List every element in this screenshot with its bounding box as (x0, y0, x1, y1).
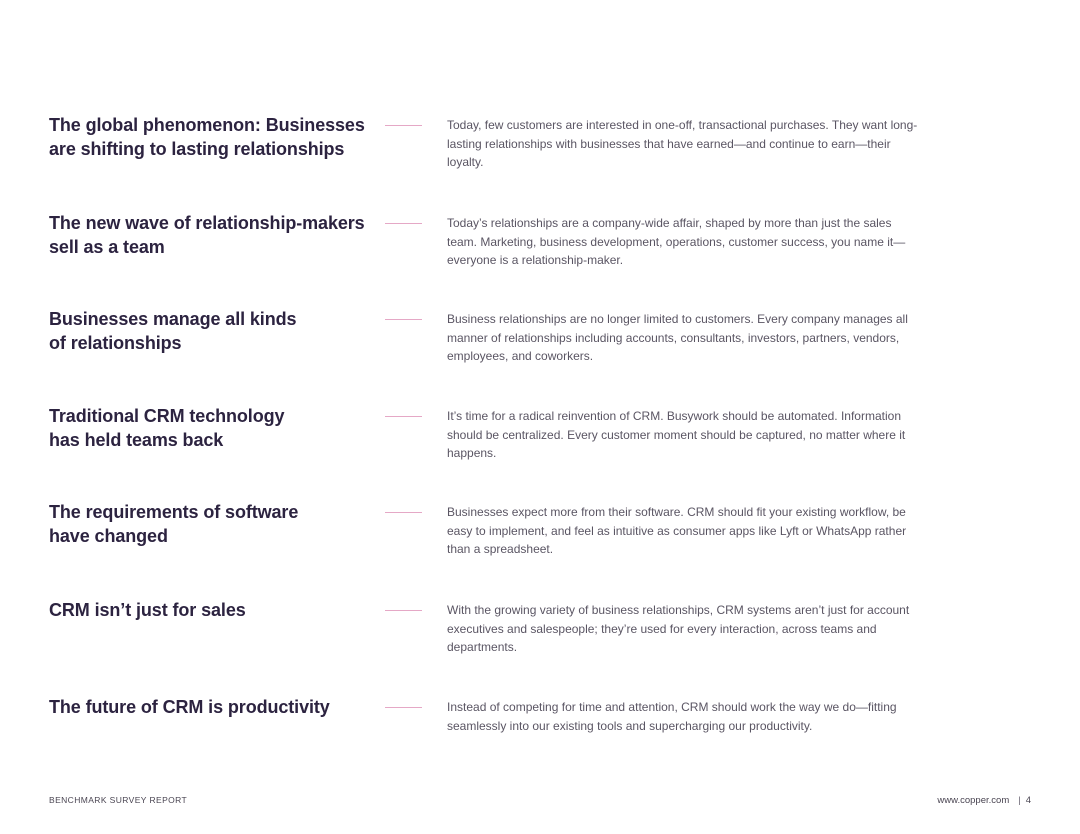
feature-heading (49, 308, 374, 355)
heading-line: The global phenomenon: Businesses (49, 115, 365, 135)
heading-line: CRM isn’t just for sales (49, 600, 246, 620)
heading-line: The new wave of relationship-makers (49, 213, 365, 233)
feature-heading (49, 405, 374, 452)
divider-rule (385, 223, 422, 224)
feature-description: Today’s relationships are a company-wide affair, shaped by more than just the sales team. Marketing, business development, operations, customer success, you name it—everyone is a relationship-maker. (447, 216, 906, 268)
heading-line: Businesses manage all kinds (49, 309, 297, 329)
report-label: BENCHMARK SURVEY REPORT (49, 795, 188, 805)
divider-rule (385, 125, 422, 126)
divider-rule (385, 610, 422, 611)
heading-line: has held teams back (49, 429, 224, 450)
website-link[interactable]: www.copper.com (937, 795, 1010, 806)
heading-line: The future of CRM is productivity (49, 697, 330, 717)
feature-heading (49, 114, 374, 161)
heading-line: sell as a team (49, 236, 165, 257)
heading-line: Traditional CRM technology (49, 406, 285, 426)
feature-description: Business relationships are no longer limited to customers. Every company manages all manner of relationships including accounts, consultants, investors, partners, vendors, employees, and coworkers. (447, 312, 908, 364)
feature-description: Today, few customers are interested in one-off, transactional purchases. They want long-lasting relationships with businesses that have earned—and continue to earn—their loyalty. (447, 118, 918, 170)
heading-line: are shifting to lasting relationships (49, 138, 345, 159)
heading-line: of relationships (49, 332, 182, 353)
page-number: 4 (1025, 795, 1031, 806)
feature-heading (49, 696, 374, 720)
feature-description: Businesses expect more from their software. CRM should fit your existing workflow, be easy to implement, and feel as intuitive as consumer apps like Lyft or WhatsApp rather than a spreadsheet. (447, 505, 907, 557)
divider-rule (385, 416, 422, 417)
feature-description: Instead of competing for time and attention, CRM should work the way we do—fitting seamlessly into our existing tools and supercharging our productivity. (447, 700, 897, 733)
feature-heading (49, 212, 374, 259)
heading-line: have changed (49, 525, 168, 546)
footer-separator: | (1018, 795, 1021, 806)
feature-heading (49, 599, 374, 623)
divider-rule (385, 707, 422, 708)
page-footer (937, 795, 1031, 806)
feature-description: It’s time for a radical reinvention of CRM. Busywork should be automated. Information should be centralized. Every customer moment should be captured, no matter where it happens. (447, 409, 906, 461)
divider-rule (385, 319, 422, 320)
divider-rule (385, 512, 422, 513)
feature-description: With the growing variety of business relationships, CRM systems aren’t just for account executives and salespeople; they’re used for every interaction, across teams and departments. (447, 603, 910, 655)
heading-line: The requirements of software (49, 502, 299, 522)
feature-heading (49, 501, 374, 548)
